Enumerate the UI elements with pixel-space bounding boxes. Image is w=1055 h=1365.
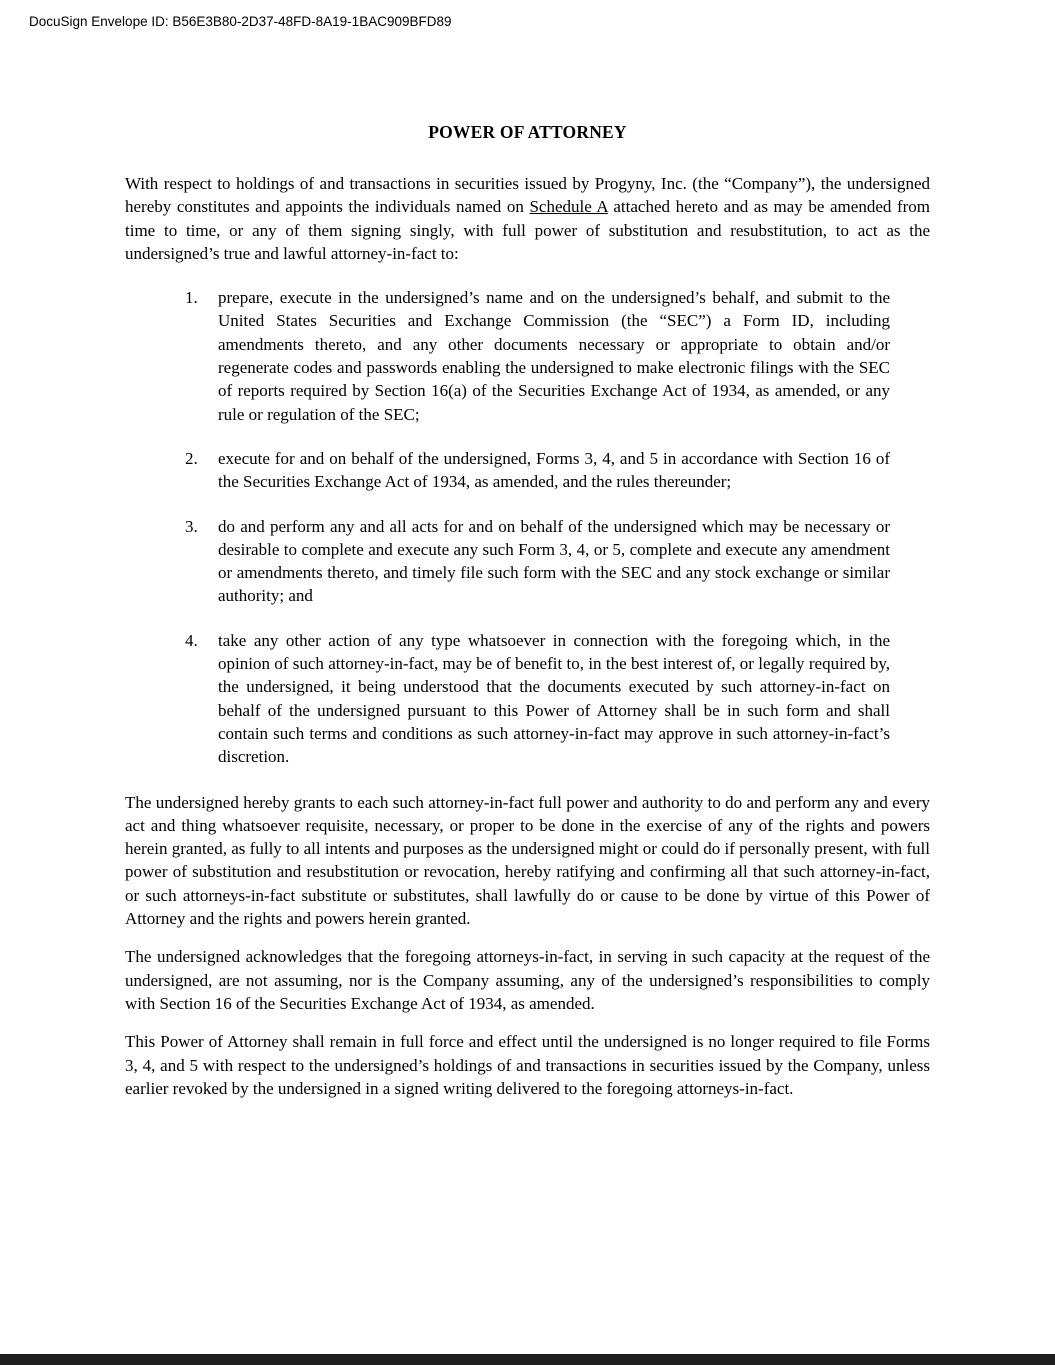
list-item-number: 1. — [185, 288, 198, 308]
list-item-number: 4. — [185, 630, 198, 650]
page-bottom-divider — [0, 1354, 1055, 1365]
list-item-text: take any other action of any type whatsoever in connection with the foregoing which, in the opinion of such attorney-in-fact, may be of benefit to, in the best interest of, or legally required by, the undersigned, it being understood that the documents executed by such attorney-in-fact on behalf of the undersigned pursuant to this Power of Attorney shall be in such form and shall contain such terms and conditions as such attorney-in-fact may approve in such attorney-in-fact’s discretion. — [218, 630, 890, 767]
intro-text-after: attached hereto and as may be amended from time to time, or any of them signing singly, with full power of substitution and resubstitution, to act as the undersigned’s true and lawful attorney-in-fact to: — [125, 197, 931, 263]
list-item-text: prepare, execute in the undersigned’s name and on the undersigned’s behalf, and submit to the United States Securities and Exchange Commission (the “SEC”) a Form ID, including amendments thereto, and any other documents necessary or appropriate to obtain and/or regenerate codes and passwords enabling the undersigned to make electronic filings with the SEC of reports required by Section 16(a) of the Securities Exchange Act of 1934, as amended, or any rule or regulation of the SEC; — [218, 288, 890, 424]
list-item-text: execute for and on behalf of the undersigned, Forms 3, 4, and 5 in accordance with Section 16 of the Securities Exchange Act of 1934, as amended, and the rules thereunder; — [218, 448, 890, 492]
powers-list — [185, 286, 890, 768]
list-item — [185, 286, 890, 426]
list-item-number: 3. — [185, 516, 198, 536]
list-item-text: do and perform any and all acts for and on behalf of the undersigned which may be necessary or desirable to complete and execute any such Form 3, 4, or 5, complete and execute any amendment or amendments thereto, and timely file such form with the SEC and any stock exchange or similar authority; and — [218, 516, 890, 606]
grant-of-power-paragraph: The undersigned hereby grants to each such attorney-in-fact full power and authority to do and perform any and every act and thing whatsoever requisite, necessary, or proper to be done in the exercise of any of the rights and powers herein granted, as fully to all intents and purposes as the undersigned might or could do if personally present, with full power of substitution and resubstitution or revocation, hereby ratifying and confirming all that such attorney-in-fact, or such attorneys-in-fact substitute or substitutes, shall lawfully do or cause to be done by virtue of this Power of Attorney and the rights and powers herein granted. — [125, 792, 930, 929]
list-item — [185, 515, 890, 608]
intro-paragraph — [125, 172, 930, 265]
acknowledgement-paragraph: The undersigned acknowledges that the foregoing attorneys-in-fact, in serving in such capacity at the request of the undersigned, are not assuming, nor is the Company assuming, any of the undersigned’s responsibilities to comply with Section 16 of the Securities Exchange Act of 1934, as amended. — [125, 947, 930, 1013]
docusign-envelope-header — [29, 14, 452, 29]
list-item — [185, 629, 890, 769]
schedule-a-reference: Schedule A — [529, 197, 608, 217]
list-item-number: 2. — [185, 448, 198, 468]
intro-text-before: With respect to holdings of and transactions in securities issued by Progyny, Inc. (the “Company”), the undersigned hereby constitutes and appoints the individuals named on — [125, 174, 930, 217]
duration-paragraph: This Power of Attorney shall remain in full force and effect until the undersigned is no longer required to file Forms 3, 4, and 5 with respect to the undersigned’s holdings of and transactions in securities issued by the Company, unless earlier revoked by the undersigned in a signed writing delivered to the foregoing attorneys-in-fact. — [125, 1032, 930, 1098]
list-item — [185, 447, 890, 494]
docusign-envelope-id-text: DocuSign Envelope ID: B56E3B80-2D37-48FD-8A19-1BAC909BFD89 — [29, 14, 452, 29]
page-title: POWER OF ATTORNEY — [428, 122, 627, 142]
